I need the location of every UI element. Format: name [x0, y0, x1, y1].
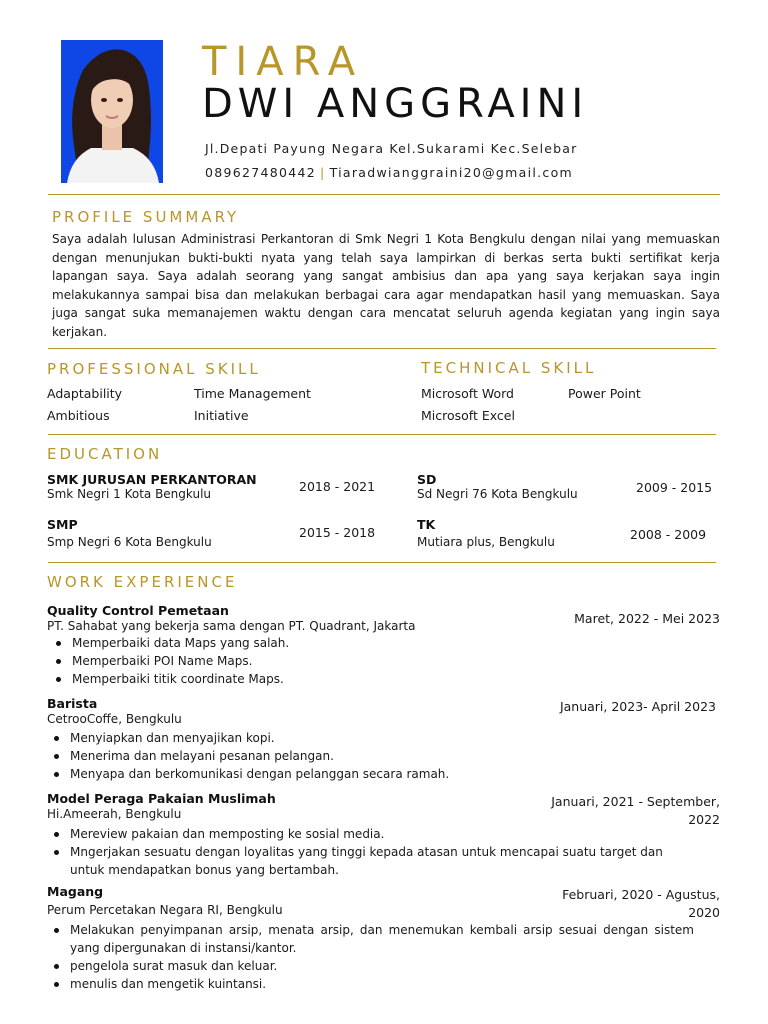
education-school: Smp Negri 6 Kota Bengkulu [47, 535, 212, 549]
job-date [470, 886, 720, 922]
job-duties [48, 634, 708, 688]
job-company: Perum Percetakan Negara RI, Bengkulu [47, 903, 283, 917]
job-company: PT. Sahabat yang bekerja sama dengan PT. Quadrant, Jakarta [47, 619, 416, 633]
email-address: Tiaradwianggraini20@gmail.com [329, 165, 573, 180]
education-years: 2015 - 2018 [299, 525, 376, 540]
education-level: TK [417, 517, 436, 532]
list-item: Melakukan penyimpanan arsip, menata arsip, dan menemukan kembali arsip sesuai dengan sistem yang dipergunakan di instansi/kantor. [46, 921, 694, 957]
last-name: DWI ANGGRAINI [202, 81, 589, 127]
profile-summary-text: Saya adalah lulusan Administrasi Perkantoran di Smk Negri 1 Kota Bengkulu dengan nilai yang memuaskan dengan menunjukan bukti-bukti nyata yang telah saya lampirkan di berkas serta bukti sertifikat kerja lapangan saya. Saya adalah seorang yang sangat ambisius dan apa yang saya kerjakan saya ingin melakukannya sampai bisa dan melakukan berbagai cara agar mendapatkan hasil yang memuaskan. Saya juga sangat suka memanajemen waktu dengan cara mencatat seluruh agenda kegiatan yang ingin saya kerjakan. [52, 232, 720, 339]
job-date-line: Januari, 2021 - September, [551, 794, 720, 809]
profile-summary-title: PROFILE SUMMARY [52, 208, 240, 226]
list-item: Memperbaiki POI Name Maps. [48, 652, 708, 670]
job-title: Quality Control Pemetaan [47, 603, 229, 618]
first-name: TIARA [202, 39, 365, 85]
job-duties [46, 729, 708, 783]
education-years: 2009 - 2015 [636, 480, 713, 495]
header-divider [48, 194, 720, 195]
job-date-line: 2022 [688, 812, 720, 827]
list-item: Memperbaiki titik coordinate Maps. [48, 670, 708, 688]
job-title: Barista [47, 696, 98, 711]
job-company: Hi.Ameerah, Bengkulu [47, 807, 182, 821]
list-item: Menyapa dan berkomunikasi dengan pelanggan secara ramah. [46, 765, 708, 783]
profile-photo [61, 40, 163, 183]
education-level: SMK JURUSAN PERKANTORAN [47, 472, 257, 487]
education-school: Mutiara plus, Bengkulu [417, 535, 555, 549]
education-title: EDUCATION [47, 445, 163, 463]
job-date-line: 2020 [688, 905, 720, 920]
technical-skill-item: Microsoft Word [421, 386, 514, 401]
list-item: Menyiapkan dan menyajikan kopi. [46, 729, 708, 747]
job-title: Model Peraga Pakaian Muslimah [47, 791, 276, 806]
job-date: Maret, 2022 - Mei 2023 [574, 611, 720, 626]
list-item: Memperbaiki data Maps yang salah. [48, 634, 708, 652]
list-item: pengelola surat masuk dan keluar. [46, 957, 694, 975]
job-date: Januari, 2023- April 2023 [559, 699, 716, 714]
list-item: Menerima dan melayani pesanan pelangan. [46, 747, 708, 765]
professional-skill-item: Adaptability [47, 386, 123, 401]
job-date-line: Februari, 2020 - Agustus, [562, 887, 720, 902]
job-duties [46, 921, 694, 993]
technical-skill-item: Microsoft Excel [421, 408, 515, 423]
education-level: SD [417, 472, 437, 487]
technical-skill-item: Power Point [568, 386, 641, 401]
list-item: menulis dan mengetik kuintansi. [46, 975, 694, 993]
job-company: CetrooCoffe, Bengkulu [47, 712, 182, 726]
phone-number: 089627480442 [205, 165, 317, 180]
education-years: 2018 - 2021 [299, 479, 376, 494]
skills-divider [48, 434, 716, 435]
list-item: Mngerjakan sesuatu dengan loyalitas yang tinggi kepada atasan untuk mencapai suatu target dan untuk mendapatkan bonus yang bertambah. [46, 843, 694, 879]
address: Jl.Depati Payung Negara Kel.Sukarami Kec.Selebar [205, 141, 578, 156]
job-date [470, 793, 720, 829]
professional-skill-item: Ambitious [47, 408, 110, 423]
education-years: 2008 - 2009 [630, 527, 707, 542]
profile-divider [48, 348, 716, 349]
professional-skill-item: Initiative [194, 408, 249, 423]
contact-line [205, 165, 573, 180]
education-school: Smk Negri 1 Kota Bengkulu [47, 487, 212, 501]
education-school: Sd Negri 76 Kota Bengkulu [417, 487, 578, 501]
work-experience-title: WORK EXPERIENCE [47, 573, 238, 591]
portrait-image [61, 40, 163, 183]
job-title: Magang [47, 884, 104, 899]
list-item: Mereview pakaian dan memposting ke sosial media. [46, 825, 694, 843]
professional-skill-title: PROFESSIONAL SKILL [47, 360, 261, 378]
professional-skill-item: Time Management [194, 386, 311, 401]
education-level: SMP [47, 517, 78, 532]
technical-skill-title: TECHNICAL SKILL [421, 359, 597, 377]
job-duties [46, 825, 694, 879]
contact-separator: | [320, 165, 326, 180]
education-divider [48, 562, 716, 563]
